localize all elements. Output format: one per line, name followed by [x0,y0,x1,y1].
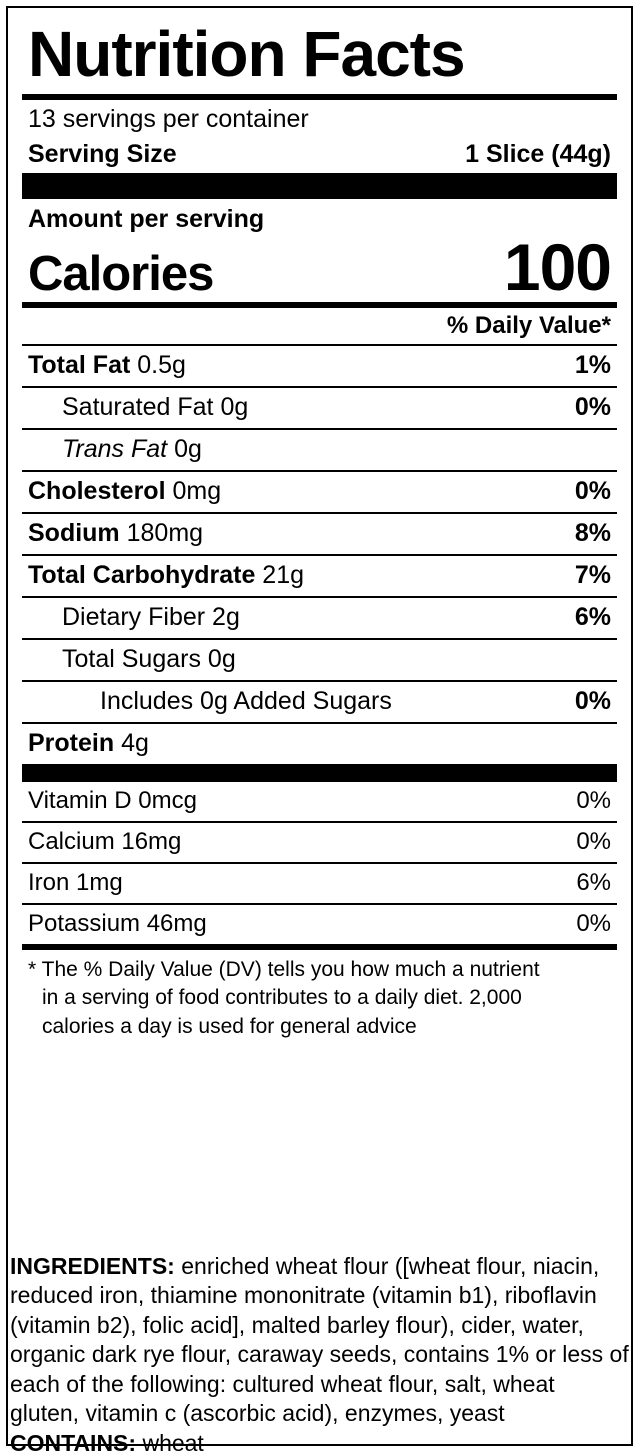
nutrient-dv: 1% [574,351,611,379]
nutrient-amount: 21g [262,561,305,589]
contains-heading: CONTAINS: [10,1429,137,1452]
vitamin-dv: 6% [576,869,611,896]
calories-row [22,230,617,304]
nutrient-dv: 0% [574,393,611,421]
nutrient-label [28,729,149,758]
nutrient-row-total-fat [22,344,617,386]
ingredients-block [6,1252,633,1452]
vitamin-label: Calcium 16mg [28,828,182,855]
nutrient-amount: 180mg [126,519,204,547]
nutrient-amount: 4g [121,729,149,757]
nutrient-label [62,435,202,464]
nutrient-label [62,645,236,674]
nutrient-row-added-sugars [22,680,617,722]
divider-thick-top [22,173,617,199]
nutrient-amount: 2g [212,603,240,631]
vitamin-label: Iron 1mg [28,869,123,896]
nutrient-name: Protein [28,729,115,757]
footnote-line-2: in a serving of food contributes to a daily diet. 2,000 [42,986,522,1010]
vitamin-row-iron [22,862,617,903]
nutrient-amount: 0mg [172,477,222,505]
nutrient-dv: 0% [574,687,611,715]
nutrient-label [28,477,221,506]
nutrient-row-total-sugars [22,638,617,680]
ingredients-heading: INGREDIENTS: [10,1253,175,1279]
nutrition-facts-panel [6,6,633,1446]
nutrient-row-protein [22,722,617,764]
nutrient-label: Includes 0g Added Sugars [100,687,392,715]
vitamin-row-potassium [22,903,617,944]
nutrient-row-dietary-fiber [22,596,617,638]
servings-per-container: 13 servings per container [28,105,309,133]
nutrient-name: Total Fat [28,351,131,379]
daily-value-footnote [22,950,617,1049]
ingredients-text: enriched wheat flour ([wheat flour, niacin, reduced iron, thiamine mononitrate (vitamin b1), riboflavin (vitamin b2), folic acid], malted barley flour), cider, water, organic dark rye flour, caraway seeds, contains 1% or less of each of the following: cultured wheat flour, salt, wheat gluten, vitamin c (ascorbic acid), enzymes, yeast [10,1253,629,1427]
daily-value-header: % Daily Value* [446,312,611,339]
nutrient-label [62,393,248,422]
nutrition-facts-inner [8,8,631,1049]
serving-size-row [22,137,617,173]
nutrient-label [62,603,240,632]
nutrient-name: Saturated Fat [62,393,214,421]
nutrient-row-total-carbohydrate [22,554,617,596]
footnote-line-3: calories a day is used for general advice [42,1014,417,1038]
nutrient-name: Sodium [28,519,120,547]
nutrient-label [28,561,304,590]
nutrient-amount: 0g [174,435,202,463]
vitamin-dv: 0% [576,828,611,855]
nutrient-label [28,351,186,380]
page-title: Nutrition Facts [28,18,465,90]
nutrient-dv: 8% [574,519,611,547]
nutrient-name: Total Carbohydrate [28,561,256,589]
serving-size-label: Serving Size [28,140,177,168]
nutrient-amount: 0g [220,393,249,421]
amount-per-serving-label: Amount per serving [28,205,265,233]
nutrient-amount: 0.5g [137,351,186,379]
divider-thick-vitamins [22,764,617,780]
nutrient-label [28,519,203,548]
nutrient-dv: 6% [574,603,611,631]
vitamin-row-vitamin-d [22,780,617,821]
nutrient-name: Dietary Fiber [62,603,206,631]
nutrient-row-saturated-fat [22,386,617,428]
calories-value: 100 [503,230,611,304]
vitamin-row-calcium [22,821,617,862]
nutrient-row-sodium [22,512,617,554]
nutrient-row-cholesterol [22,470,617,512]
footnote-line-1: * The % Daily Value (DV) tells you how much a nutrient [28,958,540,981]
nutrient-amount: 0g [207,645,236,673]
calories-label: Calories [28,246,214,301]
vitamin-label: Potassium 46mg [28,910,207,937]
nutrient-name: Cholesterol [28,477,166,505]
nutrient-row-trans-fat [22,428,617,470]
nutrient-name: Trans Fat [62,435,168,463]
nutrient-dv: 7% [574,561,611,589]
contains-text: wheat [136,1429,204,1452]
nutrient-dv: 0% [574,477,611,505]
vitamin-label: Vitamin D 0mcg [28,787,197,814]
serving-size-value: 1 Slice (44g) [465,140,611,168]
vitamin-dv: 0% [576,910,611,937]
nutrient-name: Total Sugars [62,645,201,673]
vitamin-dv: 0% [576,787,611,814]
